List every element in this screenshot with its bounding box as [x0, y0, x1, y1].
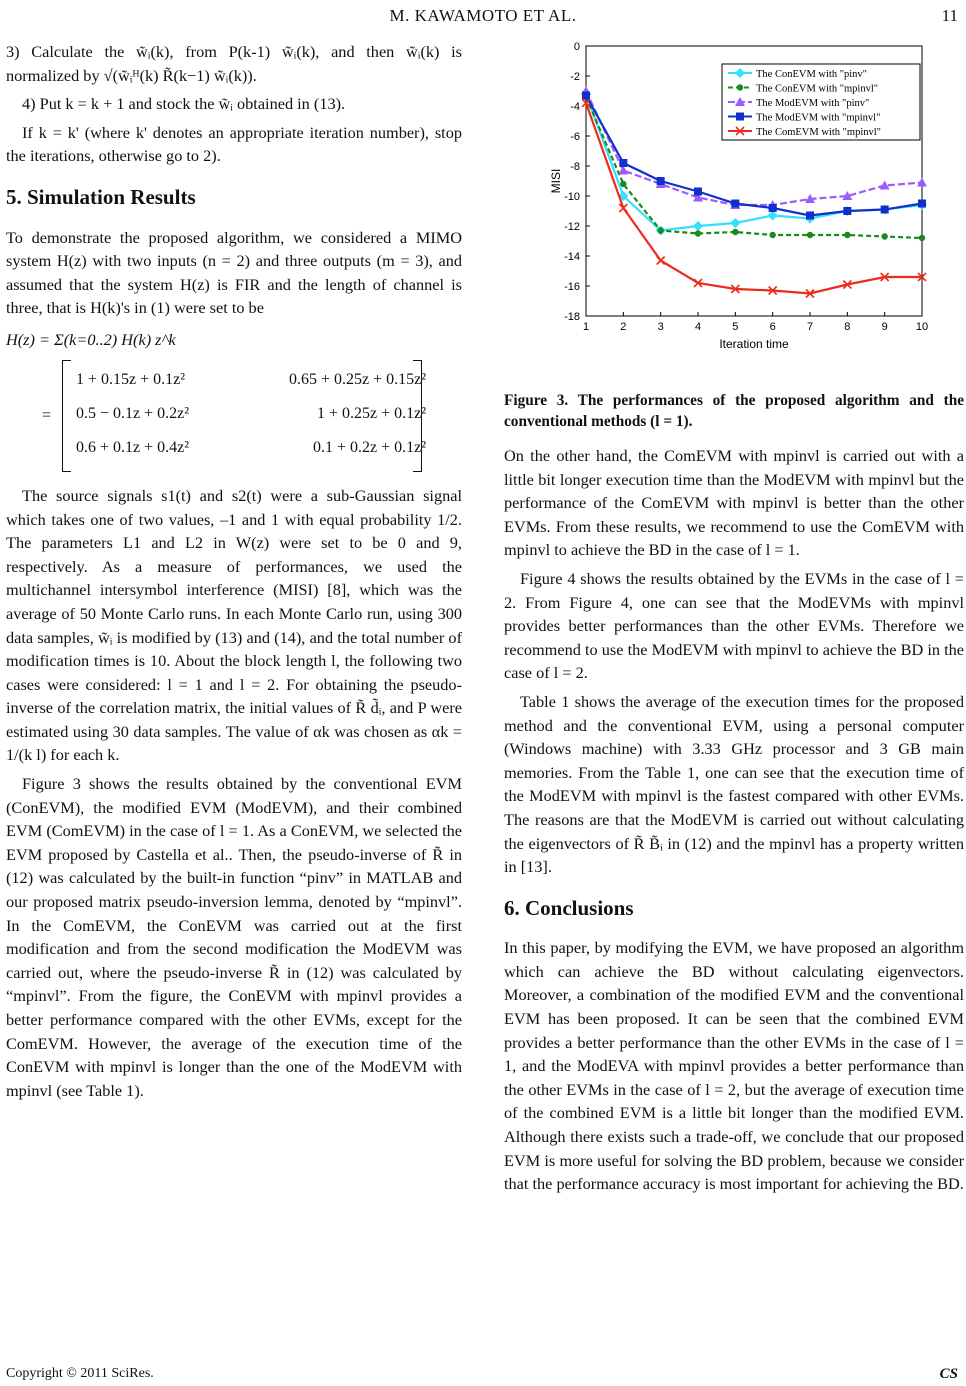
page-header — [0, 0, 966, 30]
copyright: Copyright © 2011 SciRes. — [6, 1366, 154, 1381]
data-point — [769, 232, 775, 238]
data-point — [844, 232, 850, 238]
data-point — [919, 235, 925, 241]
data-point — [807, 232, 813, 238]
data-point — [695, 230, 701, 236]
data-point — [620, 181, 626, 187]
step-3: 3) Calculate the w̃ᵢ(k), from P(k-1) w̃ᵢ(k), and then w̃ᵢ(k) is normalized by √(w̃ᵢᴴ(k) R̃(k−1) w̃ᵢ(k)). — [6, 42, 462, 85]
data-point — [737, 84, 743, 90]
data-point — [881, 206, 889, 214]
data-point — [657, 177, 665, 185]
x-tick-label: 9 — [881, 321, 888, 333]
y-tick-label: -12 — [564, 221, 580, 233]
y-tick-label: -4 — [570, 101, 580, 113]
y-tick-label: -14 — [564, 251, 580, 263]
x-tick-label: 1 — [582, 321, 590, 333]
page-number: 11 — [941, 6, 958, 25]
data-point — [806, 212, 814, 220]
legend-entry: The ConEVM with "pinv" — [756, 69, 867, 80]
data-point — [694, 188, 702, 196]
x-tick-label: 3 — [657, 321, 664, 333]
results-paragraph-3: Table 1 shows the average of the execution times for the proposed method and the conventional EVM, using a personal computer (Windows machine) with 3.33 GHz processor and 3 GB main memories. From the Table 1, one can see that the execution time of the ModEVM with mpinvl is the fastest compared with other EVMs. The reasons are that the ModEVM is carried out without calculating the eigenvectors of R̃ B̃ᵢ in (12) and the mpinvl has a property written in [13]. — [504, 691, 964, 877]
x-axis-label: Iteration time — [719, 337, 789, 351]
y-tick-label: -16 — [564, 281, 580, 293]
system-equation: H(z) = Σ(k=0..2) H(k) z^k — [6, 329, 176, 349]
results-paragraph-2: Figure 4 shows the results obtained by the EVMs in the case of l = 2. From Figure 4, one can see that the ModEVMs with mpinvl provides better performances than the other EVMs. Therefore we recommend to use the ModEVM with mpinvl to achieve the BD in the case of l = 2. — [504, 568, 964, 683]
section-6-heading: 6. Conclusions — [504, 895, 634, 920]
data-point — [918, 200, 926, 208]
data-point — [843, 207, 851, 215]
y-tick-label: -6 — [570, 131, 580, 143]
data-point — [769, 204, 777, 212]
data-point — [736, 113, 744, 121]
right-column — [504, 40, 964, 1201]
data-point — [693, 221, 703, 231]
step-4: 4) Put k = k + 1 and stock the w̃ᵢ obtained in (13). — [22, 94, 346, 114]
data-point — [657, 257, 665, 265]
y-tick-label: -18 — [564, 311, 580, 323]
data-point — [657, 227, 663, 233]
misi-chart — [504, 40, 964, 380]
sim-paragraph-1: To demonstrate the proposed algorithm, we considered a MIMO system H(z) with two inputs (n = 2) and three outputs (m = 3), and assumed that the system H(z) is FIR and the length of channel is three, that is H(k)'s in (1) were set to be — [6, 227, 462, 318]
data-point — [582, 92, 590, 100]
figure-3-caption: Figure 3. The performances of the proposed algorithm and the conventional methods (l = 1). — [504, 392, 964, 430]
matrix-row-2: 0.5 − 0.1z + 0.2z² 1 + 0.25z + 0.1z² — [76, 404, 426, 422]
legend-entry: The ConEVM with "mpinvl" — [756, 83, 879, 95]
conclusion-paragraph: In this paper, by modifying the EVM, we have proposed an algorithm which can achieve the BD without calculating eigenvectors. Moreover, a combination of the modified EVM and the conventional EVM has been proposed. It can be seen that the combined EVM provides a better performance than the other EVMs in the case of l = 1, and the ModEVA with mpinvl provides a better performance than the other EVMs in the case of l = 2, but the average of execution time of the combined EVM is a little bit longer than the modified EVM. Although there exists such a trade-off, we conclude that our proposed EVM is more useful for solving the BD problem, because we consider that the performance accuracy is most important for achieving the BD. — [504, 938, 964, 1194]
y-axis-label: MISI — [549, 168, 563, 194]
stop-condition: If k = k' (where k' denotes an appropriate iteration number), stop the iterations, otherwise go to 2). — [6, 122, 462, 166]
data-point — [619, 159, 627, 167]
journal-abbrev: CS — [939, 1366, 958, 1382]
section-5-heading: 5. Simulation Results — [6, 184, 196, 209]
data-point — [732, 229, 738, 235]
x-tick-label: 6 — [769, 321, 776, 333]
y-tick-label: 0 — [573, 41, 580, 53]
matrix-row-3: 0.6 + 0.1z + 0.4z² 0.1 + 0.2z + 0.1z² — [76, 438, 426, 456]
data-point — [881, 233, 887, 239]
x-tick-label: 4 — [694, 321, 702, 333]
running-title: M. KAWAMOTO ET AL. — [389, 6, 577, 25]
channel-matrix: = 1 + 0.15z + 0.1z² 0.65 + 0.25z + 0.15z² 0.5 − 0.1z + 0.2z² 1 + 0.25z + 0.1z² 0.6 + 0.1z + 0.4z² 0.1 + 0.2z + 0.1z² — [42, 360, 422, 470]
y-tick-label: -8 — [570, 161, 580, 173]
legend-entry: The ModEVM with "mpinvl" — [756, 112, 881, 124]
x-tick-label: 2 — [620, 321, 627, 333]
data-point — [730, 218, 740, 228]
x-tick-label: 10 — [915, 321, 929, 333]
x-tick-label: 5 — [732, 321, 739, 333]
x-tick-label: 7 — [806, 321, 814, 333]
results-paragraph-1: On the other hand, the ComEVM with mpinvl is carried out with a little bit longer execution time than the ModEVM with mpinvl but the performance of the ComEVM with mpinvl is better than the other EVMs. From these results, we recommend to use the ComEVM with mpinvl to achieve the BD in the case of l = 1. — [504, 446, 964, 560]
figure-3 — [504, 40, 964, 380]
legend-entry: The ComEVM with "mpinvl" — [756, 127, 881, 138]
x-tick-label: 8 — [844, 321, 851, 333]
sim-paragraph-2: The source signals s1(t) and s2(t) were a sub-Gaussian signal which takes one of two values, –1 and 1 with equal probability 1/2. The parameters L1 and L2 in W(z) were set to be 0 and 9, respectively. As a measure of performances, we used the multichannel intersymbol interference (MISI) [8], which was the average of 50 Monte Carlo runs. In each Monte Carlo run, using 300 data samples, w̃ᵢ is modified by (13) and (14), and the total number of modification times is 10. About the block length l, the following two cases were considered: l = 1 and l = 2. For obtaining the pseudo-inverse of the correlation matrix, the initial values of R̃ d̃ᵢ, and P were estimated using 30 data samples. The value of αk was chosen as αk = 1/(k l) for each k. — [6, 485, 462, 765]
y-tick-label: -2 — [570, 71, 580, 83]
data-point — [731, 200, 739, 208]
y-tick-label: -10 — [564, 191, 580, 203]
matrix-row-1: 1 + 0.15z + 0.1z² 0.65 + 0.25z + 0.15z² — [76, 370, 426, 388]
left-column — [6, 40, 462, 1107]
sim-paragraph-3: Figure 3 shows the results obtained by the conventional EVM (ConEVM), the modified EVM (ModEVM), and their combined EVM (ComEVM) in the case of l = 1. As a ConEVM, we selected the EVM proposed by Castella et al.. Then, the pseudo-inverse of R̃ in (12) was calculated by the built-in function “pinv” in MATLAB and our proposed matrix pseudo-inversion lemma, denoted by “mpinvl”. In the ComEVM, the ConEVM was carried out at the first modification and from the second modification the ModEVM was carried out, where the pseudo-inverse R̃ in (12) was calculated by “mpinvl”. From the figure, the ConEVM with mpinvl provides a better performance compared with the other EVMs, except for the ComEVM. However, the average of the execution time of the ConEVM with mpinvl is longer than the one of the ModEVM with mpinvl (see Table 1). — [6, 774, 462, 1100]
legend-entry: The ModEVM with "pinv" — [756, 98, 870, 109]
